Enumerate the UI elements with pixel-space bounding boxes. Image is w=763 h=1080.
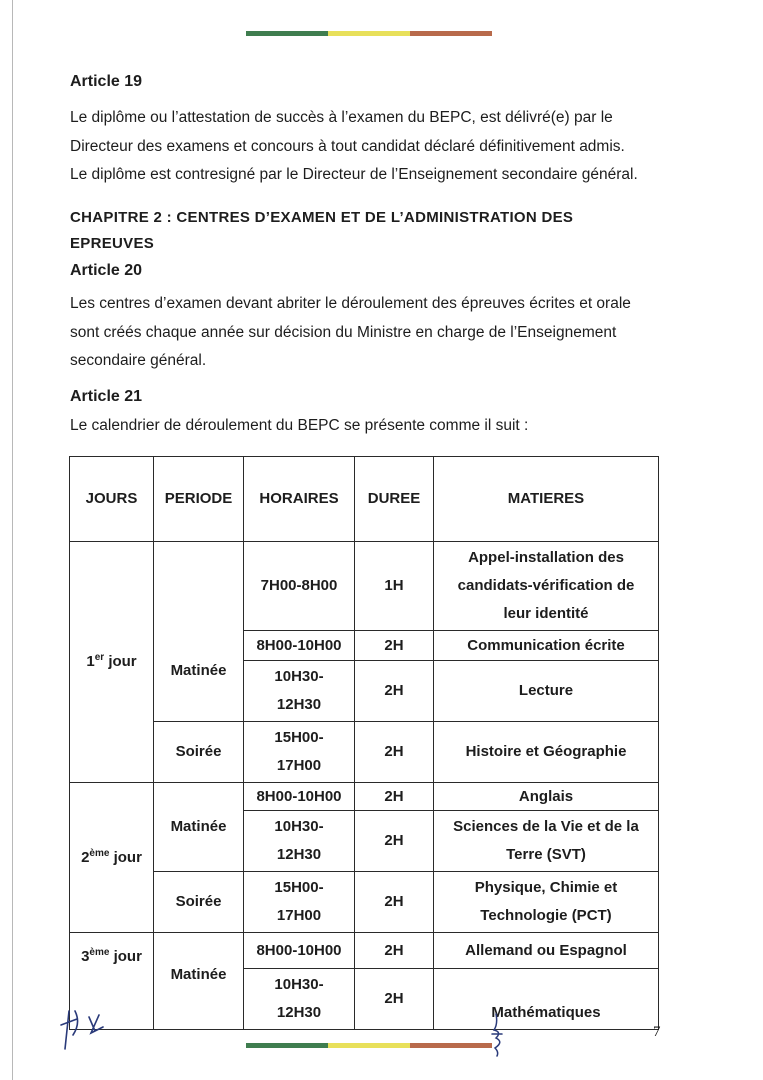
time-cell: 10H30- 12H30 — [244, 969, 355, 1030]
flag-stripe-bottom — [246, 1043, 492, 1048]
period-cell: Matinée — [154, 542, 244, 722]
time-cell: 8H00-10H00 — [244, 933, 355, 969]
header-jours: JOURS — [70, 457, 154, 542]
header-periode: PERIODE — [154, 457, 244, 542]
time-cell: 10H30- 12H30 — [244, 811, 355, 872]
period-cell: Matinée — [154, 783, 244, 872]
period-cell: Matinée — [154, 933, 244, 1030]
flag-red — [410, 31, 492, 36]
text-line: Directeur des examens et concours à tout candidat déclaré définitivement admis. — [70, 137, 625, 155]
chapter-line: CHAPITRE 2 : CENTRES D’EXAMEN ET DE L’ADMINISTRATION DES — [70, 209, 574, 226]
table-row — [70, 872, 659, 933]
article-20-heading: Article 20 — [70, 262, 143, 279]
page-edge-line — [12, 0, 13, 1080]
duration-cell: 2H — [355, 783, 434, 811]
subject-cell: Appel-installation des candidats-vérification de leur identité — [434, 542, 659, 631]
table-header-row — [70, 457, 659, 542]
subject-cell: Physique, Chimie et Technologie (PCT) — [434, 872, 659, 933]
day-cell: 1er jour — [70, 542, 154, 783]
time-cell: 15H00- 17H00 — [244, 722, 355, 783]
subject-cell: Communication écrite — [434, 631, 659, 661]
period-cell: Soirée — [154, 872, 244, 933]
flag-green — [246, 1043, 328, 1048]
article-21-heading: Article 21 — [70, 388, 143, 405]
initials-signature-left — [55, 1005, 125, 1055]
chapter-line: EPREUVES — [70, 235, 155, 252]
chapter-2-heading — [70, 205, 670, 257]
header-matieres: MATIERES — [434, 457, 659, 542]
time-cell: 8H00-10H00 — [244, 783, 355, 811]
time-cell: 7H00-8H00 — [244, 542, 355, 631]
article-19-text — [70, 104, 670, 190]
duration-cell: 2H — [355, 872, 434, 933]
flag-stripe-top — [246, 31, 492, 36]
article-21-intro: Le calendrier de déroulement du BEPC se présente comme il suit : — [70, 417, 529, 434]
table-row — [70, 933, 659, 969]
day-cell: 2ème jour — [70, 783, 154, 933]
text-line: sont créés chaque année sur décision du Ministre en charge de l’Enseignement — [70, 323, 617, 341]
duration-cell: 2H — [355, 661, 434, 722]
time-cell: 15H00- 17H00 — [244, 872, 355, 933]
table-row — [70, 722, 659, 783]
time-cell: 8H00-10H00 — [244, 631, 355, 661]
text-line: secondaire général. — [70, 352, 207, 369]
text-line: Le diplôme est contresigné par le Directeur de l’Enseignement secondaire général. — [70, 166, 638, 183]
duration-cell: 2H — [355, 631, 434, 661]
day-cell: 3ème jour — [70, 933, 154, 1030]
article-19-heading: Article 19 — [70, 73, 143, 90]
exam-calendar-table — [69, 456, 659, 1030]
flag-green — [246, 31, 328, 36]
duration-cell: 1H — [355, 542, 434, 631]
subject-cell: Anglais — [434, 783, 659, 811]
flag-yellow — [328, 1043, 410, 1048]
duration-cell: 2H — [355, 722, 434, 783]
text-line: Les centres d’examen devant abriter le déroulement des épreuves écrites et orale — [70, 295, 631, 312]
table-row — [70, 542, 659, 631]
table-row — [70, 783, 659, 811]
header-duree: DUREE — [355, 457, 434, 542]
initials-signature-right — [486, 1012, 508, 1058]
header-horaires: HORAIRES — [244, 457, 355, 542]
text-line: Le diplôme ou l’attestation de succès à l’examen du BEPC, est délivré(e) par le — [70, 109, 613, 126]
flag-red — [410, 1043, 492, 1048]
subject-cell: Sciences de la Vie et de la Terre (SVT) — [434, 811, 659, 872]
flag-yellow — [328, 31, 410, 36]
article-20-text — [70, 290, 670, 376]
subject-cell: Allemand ou Espagnol — [434, 933, 659, 969]
time-cell: 10H30- 12H30 — [244, 661, 355, 722]
subject-cell: Lecture — [434, 661, 659, 722]
period-cell: Soirée — [154, 722, 244, 783]
duration-cell: 2H — [355, 811, 434, 872]
duration-cell: 2H — [355, 969, 434, 1030]
subject-cell: Histoire et Géographie — [434, 722, 659, 783]
page-number: 7 — [653, 1024, 661, 1040]
subject-cell: Mathématiques — [434, 969, 659, 1030]
duration-cell: 2H — [355, 933, 434, 969]
